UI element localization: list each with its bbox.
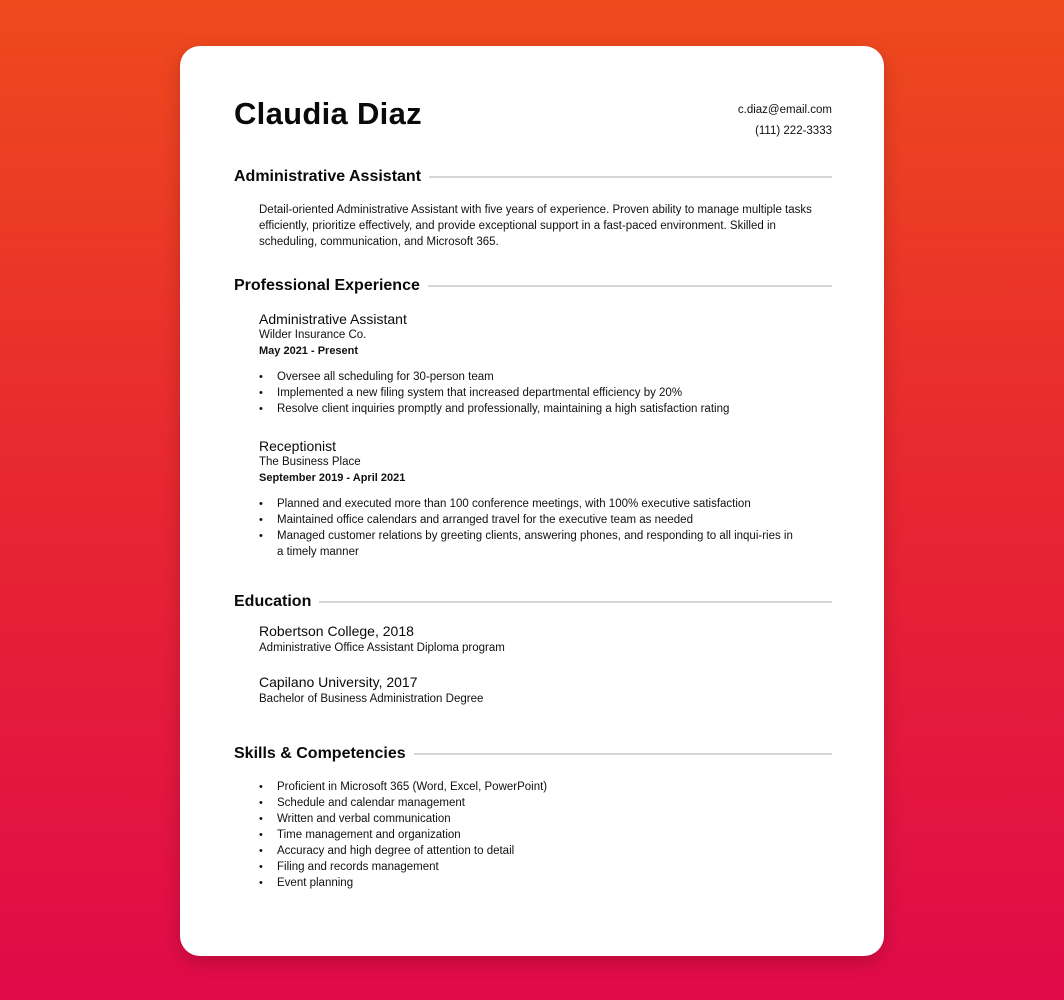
section-heading-education-label: Education xyxy=(234,593,312,610)
section-divider xyxy=(414,753,832,755)
education-school: Robertson College xyxy=(259,623,375,639)
list-item: • Resolve client inquiries promptly and professionally, maintaining a high satisfaction rating xyxy=(259,401,824,417)
list-item: • Event planning xyxy=(259,875,824,891)
list-item: • Written and verbal communication xyxy=(259,811,824,827)
section-heading-skills xyxy=(234,745,832,763)
resume-name: Claudia Diaz xyxy=(234,96,422,131)
list-item: • Accuracy and high degree of attention to detail xyxy=(259,843,824,859)
contact-phone: (111) 222-3333 xyxy=(755,125,832,137)
education-year: , 2018 xyxy=(374,623,414,639)
education-program: Bachelor of Business Administration Degree xyxy=(259,693,484,705)
education-title xyxy=(259,623,824,640)
education-program: Administrative Office Assistant Diploma program xyxy=(259,642,505,654)
job-bullets xyxy=(259,369,824,417)
job-entry-2 xyxy=(259,438,824,560)
education-title xyxy=(259,674,824,691)
education-school: Capilano University xyxy=(259,674,379,690)
list-item: • Oversee all scheduling for 30-person team xyxy=(259,369,824,385)
summary-block xyxy=(259,202,824,250)
summary-text: Detail-oriented Administrative Assistant with five years of experience. Proven ability to manage multiple tasks efficiently, prioritize effectively, and provide exceptional support in a fast-paced environment. Skilled in scheduling, communication, and Microsoft 365. xyxy=(259,204,812,248)
list-item: • Schedule and calendar management xyxy=(259,795,824,811)
section-divider xyxy=(319,601,832,603)
list-item: • Proficient in Microsoft 365 (Word, Excel, PowerPoint) xyxy=(259,779,824,795)
list-item: • Filing and records management xyxy=(259,859,824,875)
job-dates: September 2019 - April 2021 xyxy=(259,472,406,484)
section-heading-education xyxy=(234,593,832,611)
list-item: • Planned and executed more than 100 conference meetings, with 100% executive satisfaction xyxy=(259,496,824,512)
list-item: • Time management and organization xyxy=(259,827,824,843)
list-item: • Managed customer relations by greeting clients, answering phones, and responding to all inqui-ries in a timely manner xyxy=(259,528,797,560)
section-divider xyxy=(428,285,832,287)
section-heading-experience xyxy=(234,277,832,295)
section-divider xyxy=(429,176,832,178)
section-heading-summary-label: Administrative Assistant xyxy=(234,168,422,185)
job-entry-1 xyxy=(259,311,824,417)
job-company: The Business Place xyxy=(259,456,361,468)
job-company: Wilder Insurance Co. xyxy=(259,329,367,341)
section-heading-skills-label: Skills & Competencies xyxy=(234,745,406,762)
education-entry-2 xyxy=(259,674,824,707)
resume-card xyxy=(180,46,884,956)
section-heading-summary xyxy=(234,168,832,186)
list-item: • Implemented a new filing system that increased departmental efficiency by 20% xyxy=(259,385,824,401)
section-heading-experience-label: Professional Experience xyxy=(234,277,420,294)
job-title: Administrative Assistant xyxy=(259,311,407,327)
contact-email: c.diaz@email.com xyxy=(737,104,832,116)
contact-info xyxy=(738,100,832,142)
job-bullets xyxy=(259,496,824,560)
education-year: , 2017 xyxy=(378,674,418,690)
education-entry-1 xyxy=(259,623,824,656)
job-dates: May 2021 - Present xyxy=(259,345,359,357)
job-title: Receptionist xyxy=(259,438,337,454)
skills-list xyxy=(259,779,824,891)
list-item: • Maintained office calendars and arranged travel for the executive team as needed xyxy=(259,512,824,528)
skills-block xyxy=(259,779,824,891)
